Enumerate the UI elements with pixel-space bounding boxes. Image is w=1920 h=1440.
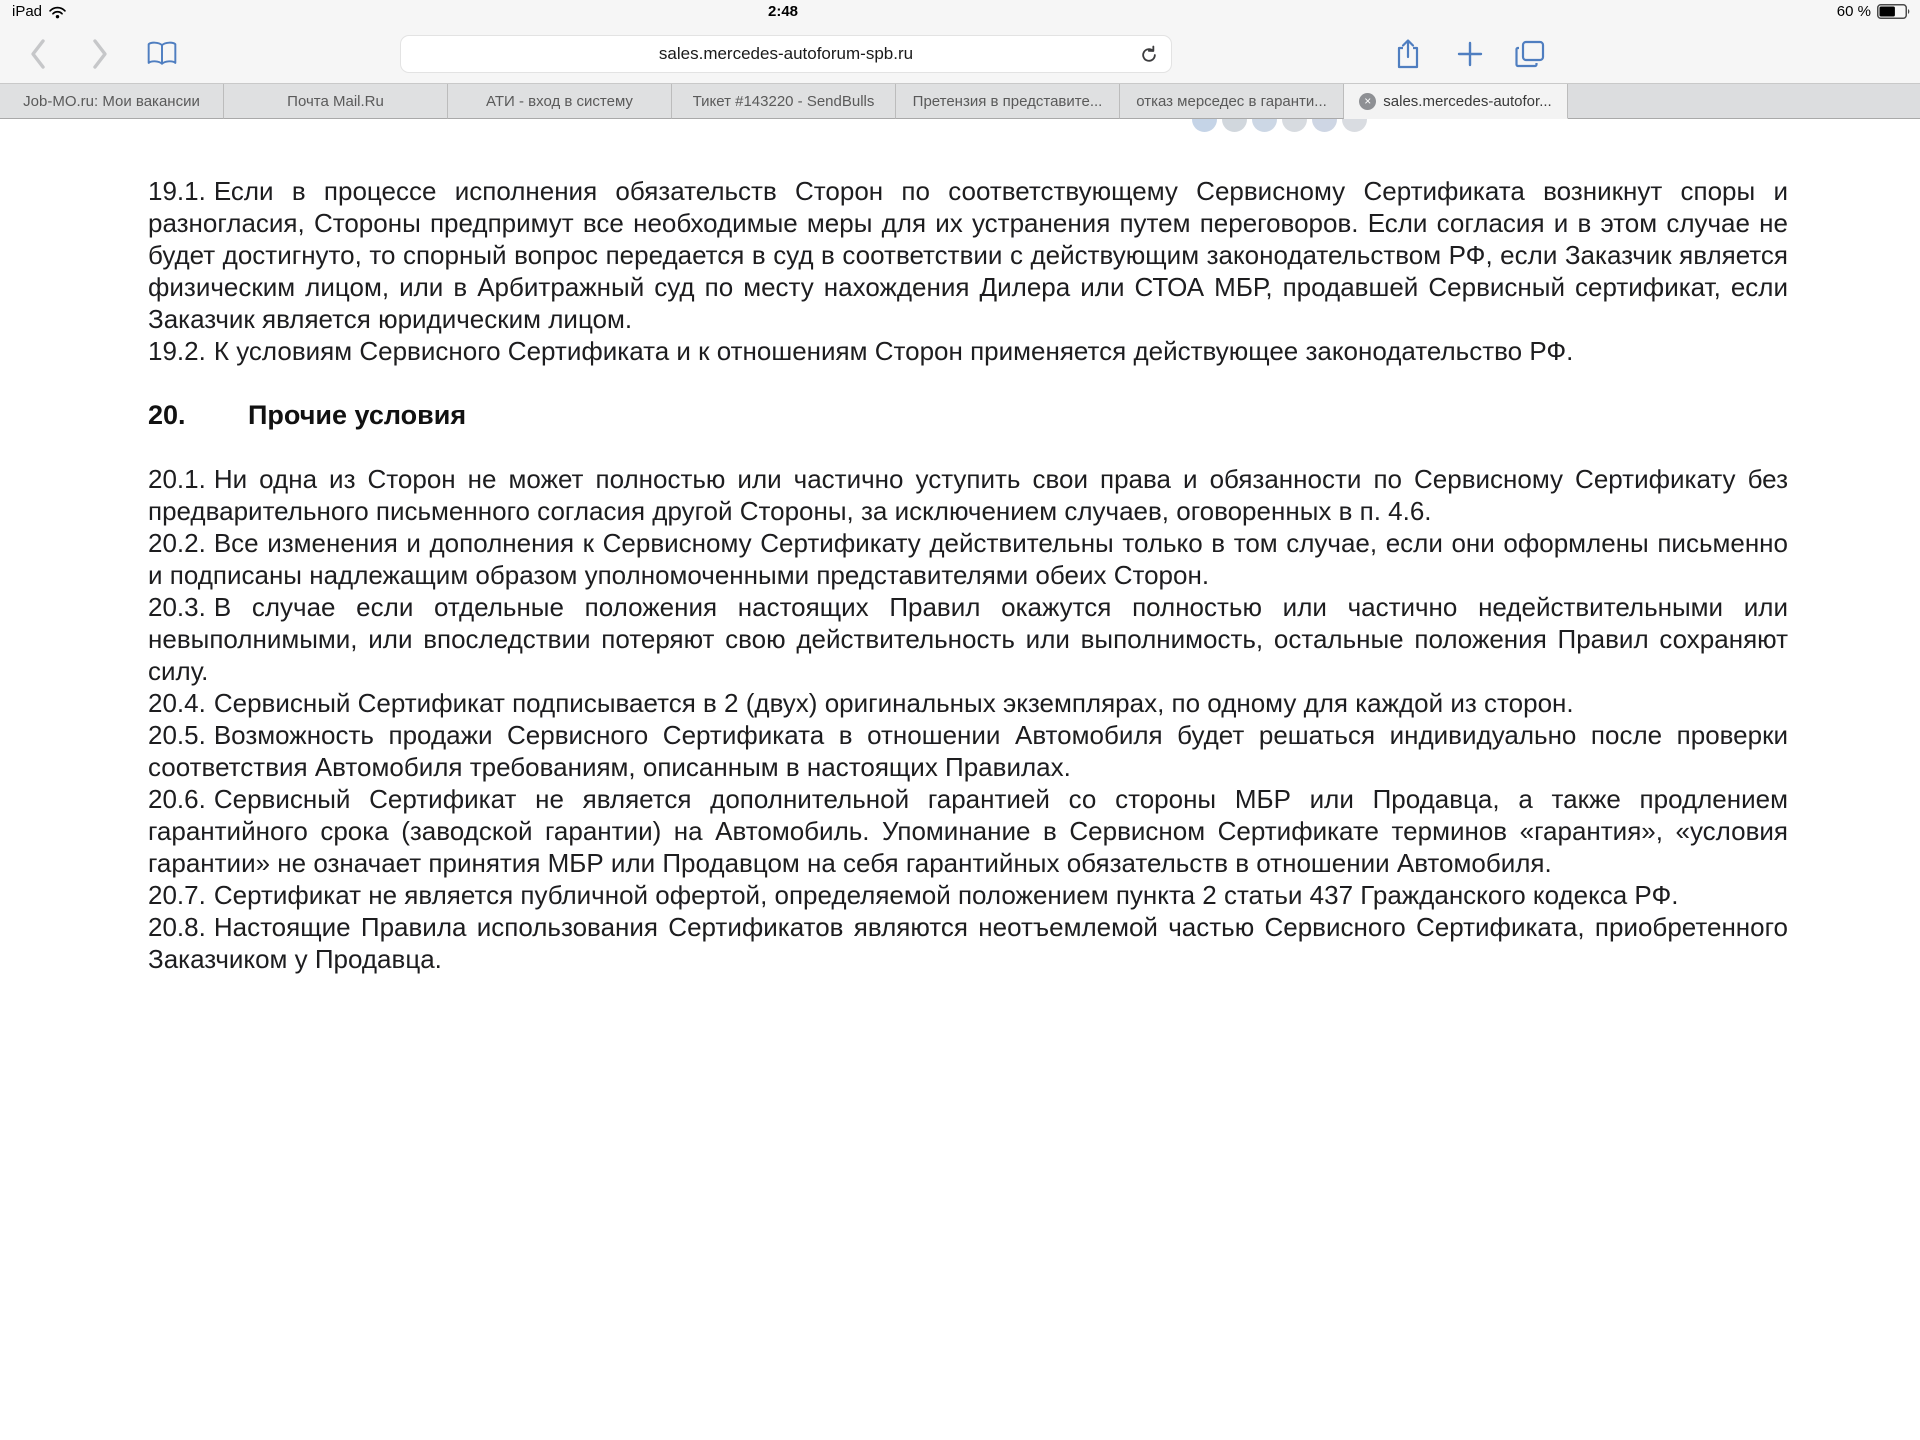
tab-active[interactable] bbox=[1344, 84, 1568, 119]
tab-overview-icon[interactable] bbox=[1508, 36, 1552, 72]
doc-paragraph bbox=[148, 175, 1788, 335]
document-body bbox=[0, 119, 1920, 975]
clause-number: 19.2. bbox=[148, 336, 206, 366]
battery-percent: 60 % bbox=[1836, 3, 1871, 20]
tab-item[interactable] bbox=[1120, 84, 1344, 119]
forward-button[interactable] bbox=[78, 36, 122, 72]
status-right bbox=[1837, 3, 1910, 20]
clause-number: 20. bbox=[148, 400, 186, 430]
url-bar[interactable] bbox=[400, 35, 1172, 73]
tab-label: Почта Mail.Ru bbox=[287, 92, 384, 110]
tab-label: Претензия в представите... bbox=[912, 92, 1103, 110]
doc-paragraph bbox=[148, 591, 1788, 687]
bookmarks-icon[interactable] bbox=[140, 36, 184, 72]
clause-number: 20.1. bbox=[148, 464, 206, 494]
clause-text: Настоящие Правила использования Сертификатов являются неотъемлемой частью Сервисного Сертификата, приобретенного Заказчиком у Продавца. bbox=[148, 912, 1788, 974]
clause-number: 19.1. bbox=[148, 176, 206, 206]
doc-paragraph bbox=[148, 463, 1788, 527]
clause-text: Сертификат не является публичной офертой, определяемой положением пункта 2 статьи 437 Гражданского кодекса РФ. bbox=[213, 880, 1679, 910]
clause-number: 20.3. bbox=[148, 592, 206, 622]
partial-page-icon[interactable] bbox=[1282, 119, 1307, 132]
tab-close-icon[interactable]: × bbox=[1359, 93, 1376, 110]
clause-text: В случае если отдельные положения настоящих Правил окажутся полностью или частично недействительными или невыполнимыми, или впоследствии потеряют свою действительность или выполнимость, остальные положения Правил сохраняют силу. bbox=[148, 592, 1788, 686]
clause-text: Все изменения и дополнения к Сервисному Сертификату действительны только в том случае, если они оформлены письменно и подписаны надлежащим образом уполномоченными представителями обеих Сторон. bbox=[148, 528, 1788, 590]
doc-heading bbox=[148, 399, 1788, 431]
tab-label: Тикет #143220 - SendBulls bbox=[692, 92, 875, 110]
tab-label: АТИ - вход в систему bbox=[486, 92, 633, 110]
clause-number: 20.7. bbox=[148, 880, 206, 910]
tab-item[interactable] bbox=[224, 84, 448, 119]
clause-text: Сервисный Сертификат подписывается в 2 (двух) оригинальных экземплярах, по одному для каждой из сторон. bbox=[213, 688, 1574, 718]
clause-text: Прочие условия bbox=[248, 400, 467, 430]
tab-label: отказ мерседес в гаранти... bbox=[1136, 92, 1327, 110]
page-icons-row bbox=[1192, 119, 1367, 132]
clause-number: 20.4. bbox=[148, 688, 206, 718]
reload-button[interactable] bbox=[1137, 43, 1161, 67]
tab-label: Job-MO.ru: Мои вакансии bbox=[23, 92, 200, 110]
safari-toolbar bbox=[0, 24, 1920, 84]
web-content bbox=[0, 119, 1920, 1439]
doc-paragraph bbox=[148, 687, 1788, 719]
clock: 2:48 bbox=[767, 3, 799, 20]
clause-number: 20.6. bbox=[148, 784, 206, 814]
doc-paragraph bbox=[148, 879, 1788, 911]
clause-text: Сервисный Сертификат не является дополнительной гарантией со стороны МБР или Продавца, а также продлением гарантийного срока (заводской гарантии) на Автомобиль. Упоминание в Сервисном Сертификате терминов «гарантия», «условия гарантии» не означает принятия МБР или Продавцом на себя гарантийных обязательств в отношении Автомобиля. bbox=[148, 784, 1788, 878]
partial-page-icon[interactable] bbox=[1192, 119, 1217, 132]
tab-item[interactable] bbox=[0, 84, 224, 119]
new-tab-icon[interactable] bbox=[1448, 36, 1492, 72]
tab-item[interactable] bbox=[448, 84, 672, 119]
tab-bar bbox=[0, 84, 1920, 119]
device-label: iPad bbox=[12, 3, 43, 20]
doc-paragraph bbox=[148, 335, 1788, 367]
battery-icon bbox=[1877, 4, 1910, 19]
clause-text: К условиям Сервисного Сертификата и к отношениям Сторон применяется действующее законодательство РФ. bbox=[213, 336, 1574, 366]
back-button[interactable] bbox=[16, 36, 60, 72]
doc-paragraph bbox=[148, 911, 1788, 975]
doc-paragraph bbox=[148, 783, 1788, 879]
clause-text: Ни одна из Сторон не может полностью или частично уступить свои права и обязанности по Сервисному Сертификату без предварительного письменного согласия другой Стороны, за исключением случаев, оговоренных в п. 4.6. bbox=[148, 464, 1788, 526]
url-text: sales.mercedes-autoforum-spb.ru bbox=[658, 44, 914, 63]
tab-label: sales.mercedes-autofor... bbox=[1383, 92, 1552, 110]
partial-page-icon[interactable] bbox=[1312, 119, 1337, 132]
clause-number: 20.2. bbox=[148, 528, 206, 558]
wifi-icon bbox=[48, 5, 67, 19]
clause-text: Возможность продажи Сервисного Сертификата в отношении Автомобиля будет решаться индивидуально после проверки соответствия Автомобиля требованиям, описанным в настоящих Правилах. bbox=[148, 720, 1788, 782]
partial-page-icon[interactable] bbox=[1342, 119, 1367, 132]
clause-text: Если в процессе исполнения обязательств Сторон по соответствующему Сервисному Сертификата возникнут споры и разногласия, Стороны предпримут все необходимые меры для их устранения путем переговоров. Если согласия и в этом случае не будет достигнуто, то спорный вопрос передается в суд в соответствии с действующим законодательством РФ, если Заказчик является физическим лицом, или в Арбитражный суд по месту нахождения Дилера или СТОА МБР, продавшей Сервисный сертификат, если Заказчик является юридическим лицом. bbox=[148, 176, 1788, 334]
doc-paragraph bbox=[148, 527, 1788, 591]
status-left bbox=[12, 3, 67, 20]
clause-number: 20.8. bbox=[148, 912, 206, 942]
status-bar bbox=[0, 0, 1920, 24]
partial-page-icon[interactable] bbox=[1252, 119, 1277, 132]
tab-item[interactable] bbox=[896, 84, 1120, 119]
partial-page-icon[interactable] bbox=[1222, 119, 1247, 132]
tab-bar-filler bbox=[1568, 84, 1920, 119]
tab-item[interactable] bbox=[672, 84, 896, 119]
doc-paragraph bbox=[148, 719, 1788, 783]
share-icon[interactable] bbox=[1386, 36, 1430, 72]
clause-number: 20.5. bbox=[148, 720, 206, 750]
